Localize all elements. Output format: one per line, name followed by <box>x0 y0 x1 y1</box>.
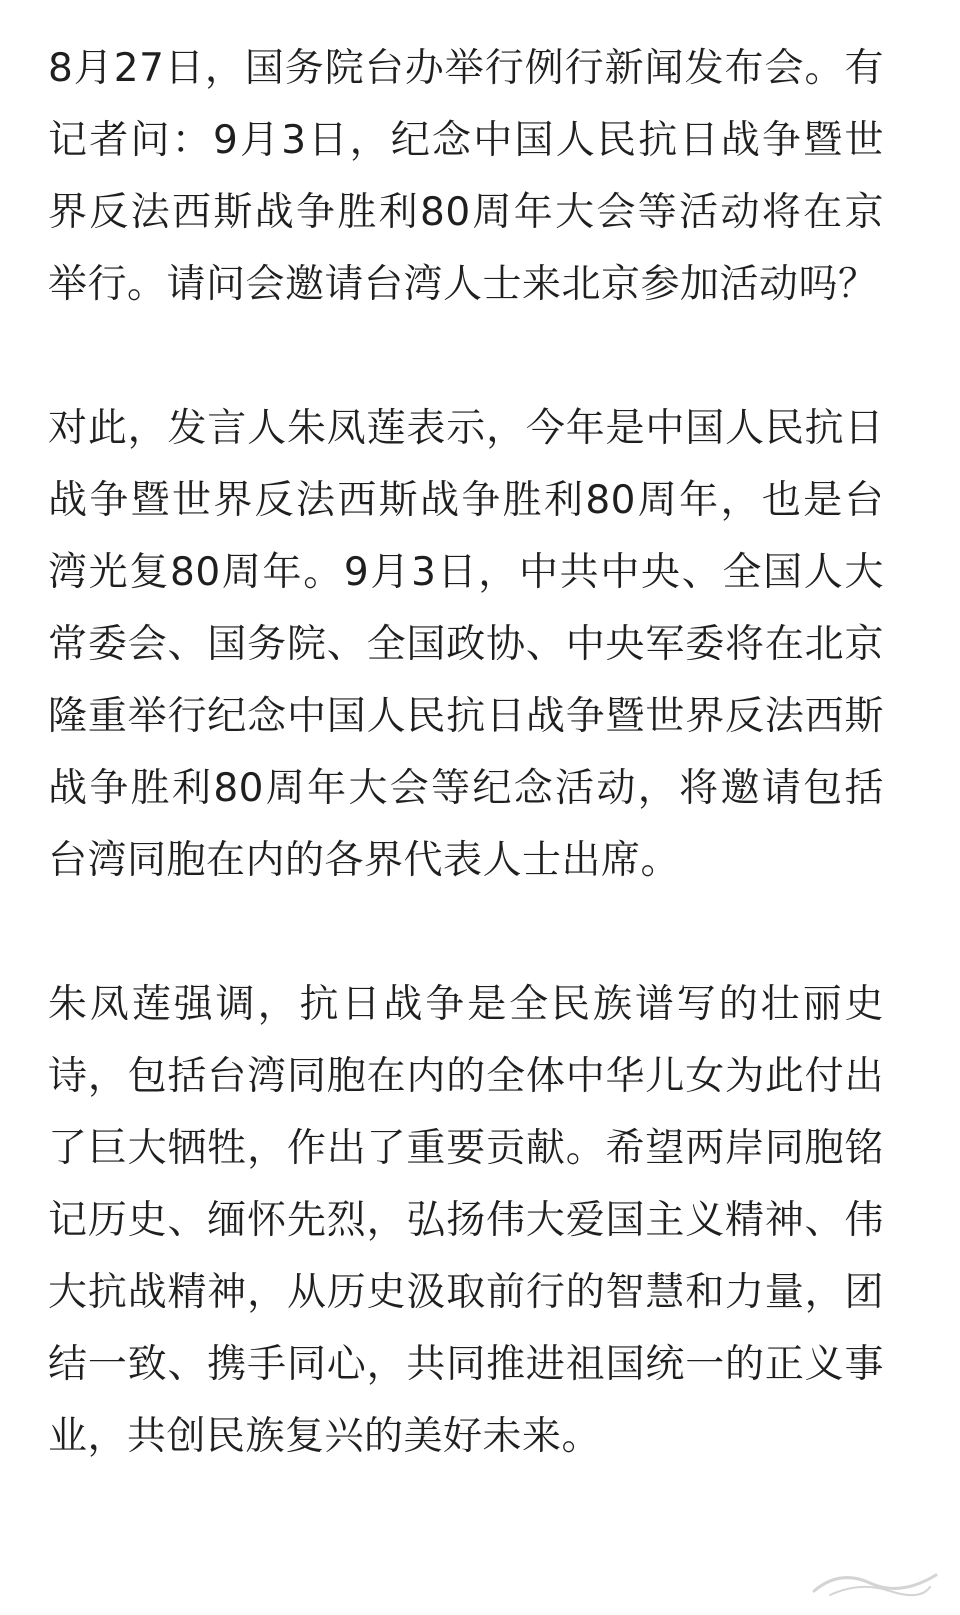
paragraph-spokesperson-response: 对此，发言人朱凤莲表示，今年是中国人民抗日战争暨世界反法西斯战争胜利80周年，也是台湾光复80周年。9月3日，中共中央、全国人大常委会、国务院、全国政协、中央军委将在北京隆重举行纪念中国人民抗日战争暨世界反法西斯战争胜利80周年大会等纪念活动，将邀请包括台湾同胞在内的各界代表人士出席。 <box>48 406 884 883</box>
article-body <box>48 33 884 1473</box>
paragraph-press-conference-question: 8月27日，国务院台办举行例行新闻发布会。有记者问：9月3日，纪念中国人民抗日战争暨世界反法西斯战争胜利80周年大会等活动将在京举行。请问会邀请台湾人士来北京参加活动吗？ <box>48 46 884 307</box>
paragraph-spokesperson-emphasis: 朱凤莲强调，抗日战争是全民族谱写的壮丽史诗，包括台湾同胞在内的全体中华儿女为此付出了巨大牺牲，作出了重要贡献。希望两岸同胞铭记历史、缅怀先烈，弘扬伟大爱国主义精神、伟大抗战精神，从历史汲取前行的智慧和力量，团结一致、携手同心，共同推进祖国统一的正义事业，共创民族复兴的美好未来。 <box>48 982 884 1459</box>
watermark-logo <box>810 1561 940 1601</box>
